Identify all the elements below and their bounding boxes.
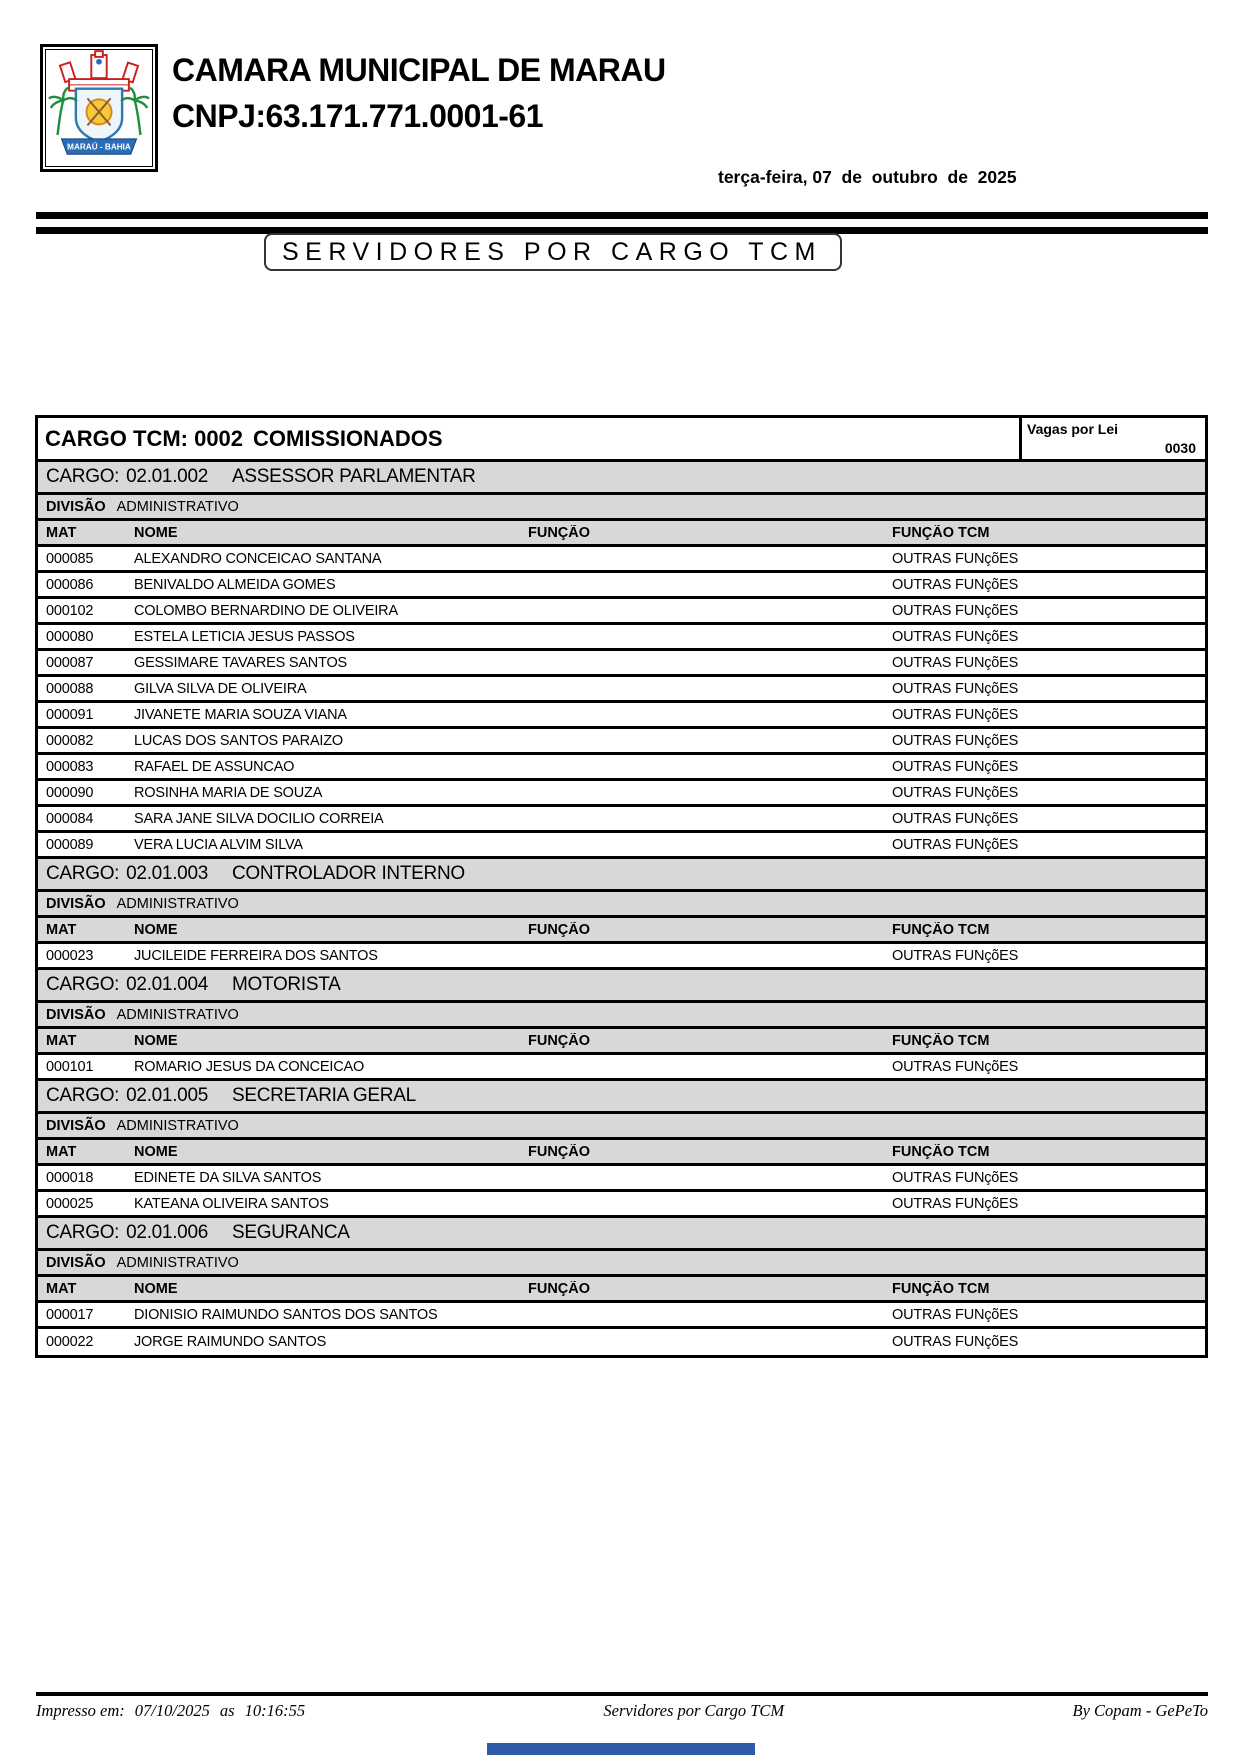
cell-funcao-tcm: OUTRAS FUNçõES	[892, 836, 1019, 853]
cell-nome: VERA LUCIA ALVIM SILVA	[134, 836, 303, 853]
table-row	[38, 944, 1205, 970]
cell-mat: 000084	[46, 810, 94, 827]
column-headers-row	[38, 1029, 1205, 1055]
table-row	[38, 599, 1205, 625]
cell-funcao-tcm: OUTRAS FUNçõES	[892, 654, 1019, 671]
cell-funcao-tcm: OUTRAS FUNçõES	[892, 628, 1019, 645]
header-rule-top	[36, 212, 1208, 219]
cell-nome: BENIVALDO ALMEIDA GOMES	[134, 576, 336, 593]
col-header-mat: MAT	[46, 921, 77, 938]
cell-nome: GESSIMARE TAVARES SANTOS	[134, 654, 348, 671]
col-header-nome: NOME	[134, 1032, 178, 1049]
as-label: as	[219, 1701, 235, 1720]
cargo-code: 02.01.005	[126, 1085, 208, 1106]
col-header-funcao-tcm: FUNÇÃO TCM	[892, 524, 990, 541]
cell-mat: 000018	[46, 1169, 94, 1186]
col-header-mat: MAT	[46, 1143, 77, 1160]
footer-report-name: Servidores por Cargo TCM	[603, 1701, 785, 1720]
cell-mat: 000102	[46, 602, 94, 619]
cell-nome: SARA JANE SILVA DOCILIO CORREIA	[134, 810, 384, 827]
column-headers-row	[38, 1140, 1205, 1166]
cargo-code: 02.01.003	[126, 863, 208, 884]
cell-mat: 000085	[46, 550, 94, 567]
cell-mat: 000082	[46, 732, 94, 749]
footer-printed-at	[36, 1701, 315, 1721]
cell-mat: 000083	[46, 758, 94, 775]
divisao-value: ADMINISTRATIVO	[116, 1006, 239, 1023]
cargo-label: CARGO:	[46, 974, 120, 995]
impresso-date: 07/10/2025	[134, 1701, 210, 1720]
col-header-funcao: FUNÇÃO	[528, 1032, 591, 1049]
cell-nome: EDINETE DA SILVA SANTOS	[134, 1169, 322, 1186]
table-row	[38, 677, 1205, 703]
col-header-funcao-tcm: FUNÇÃO TCM	[892, 1032, 990, 1049]
report-title: SERVIDORES POR CARGO TCM	[282, 237, 822, 266]
cell-mat: 000017	[46, 1306, 94, 1323]
divisao-row	[38, 1251, 1205, 1277]
footer-rule	[36, 1692, 1208, 1696]
cell-funcao-tcm: OUTRAS FUNçõES	[892, 602, 1019, 619]
divisao-value: ADMINISTRATIVO	[116, 895, 239, 912]
cargo-label: CARGO:	[46, 863, 120, 884]
impresso-label: Impresso em:	[36, 1701, 125, 1720]
cell-funcao-tcm: OUTRAS FUNçõES	[892, 576, 1019, 593]
logo-caption: MARAÚ - BAHIA	[67, 142, 131, 152]
cell-funcao-tcm: OUTRAS FUNçõES	[892, 1306, 1019, 1323]
table-row	[38, 781, 1205, 807]
cell-funcao-tcm: OUTRAS FUNçõES	[892, 947, 1019, 964]
column-headers-row	[38, 521, 1205, 547]
divisao-row	[38, 1003, 1205, 1029]
vagas-label: Vagas por Lei	[1027, 421, 1119, 437]
cargo-tcm-name: COMISSIONADOS	[253, 425, 443, 451]
divisao-row	[38, 495, 1205, 521]
divisao-label: DIVISÃO	[46, 895, 106, 912]
cargo-name: SEGURANCA	[231, 1222, 350, 1243]
table-row	[38, 573, 1205, 599]
col-header-funcao: FUNÇÃO	[528, 524, 591, 541]
table-row	[38, 1055, 1205, 1081]
cargo-tcm-header-row	[38, 418, 1205, 462]
table-row	[38, 729, 1205, 755]
cell-funcao-tcm: OUTRAS FUNçõES	[892, 1334, 1019, 1350]
cell-nome: LUCAS DOS SANTOS PARAIZO	[134, 732, 343, 749]
divisao-value: ADMINISTRATIVO	[116, 1254, 239, 1271]
vagas-por-lei-cell	[1022, 418, 1205, 459]
table-row	[38, 625, 1205, 651]
cell-funcao-tcm: OUTRAS FUNçõES	[892, 550, 1019, 567]
divisao-label: DIVISÃO	[46, 1006, 106, 1023]
cell-mat: 000091	[46, 706, 94, 723]
cell-nome: COLOMBO BERNARDINO DE OLIVEIRA	[134, 602, 398, 619]
cargo-label: CARGO:	[46, 1222, 120, 1243]
cell-funcao-tcm: OUTRAS FUNçõES	[892, 784, 1019, 801]
table-row	[38, 1303, 1205, 1329]
divisao-label: DIVISÃO	[46, 1254, 106, 1271]
col-header-funcao-tcm: FUNÇÃO TCM	[892, 1280, 990, 1297]
impresso-time: 10:16:55	[244, 1701, 306, 1720]
col-header-nome: NOME	[134, 524, 178, 541]
cell-nome: JUCILEIDE FERREIRA DOS SANTOS	[134, 947, 378, 964]
cargo-section-row	[38, 462, 1205, 495]
col-header-funcao: FUNÇÃO	[528, 1143, 591, 1160]
cell-nome: ESTELA LETICIA JESUS PASSOS	[134, 628, 355, 645]
cell-mat: 000086	[46, 576, 94, 593]
divisao-row	[38, 1114, 1205, 1140]
col-header-funcao-tcm: FUNÇÃO TCM	[892, 921, 990, 938]
cell-nome: KATEANA OLIVEIRA SANTOS	[134, 1195, 329, 1212]
municipal-coat-of-arms-logo	[40, 44, 158, 172]
table-row	[38, 755, 1205, 781]
cell-funcao-tcm: OUTRAS FUNçõES	[892, 1169, 1019, 1186]
table-row	[38, 547, 1205, 573]
divisao-label: DIVISÃO	[46, 1117, 106, 1134]
vagas-value: 0030	[1164, 440, 1196, 456]
cargo-code: 02.01.004	[126, 974, 208, 995]
table-row	[38, 1329, 1205, 1355]
cell-mat: 000023	[46, 947, 94, 964]
table-row	[38, 807, 1205, 833]
print-date: terça-feira, 07 de outubro de 2025	[718, 167, 1017, 187]
org-cnpj: CNPJ:63.171.771.0001-61	[172, 98, 543, 134]
col-header-nome: NOME	[134, 1280, 178, 1297]
cell-funcao-tcm: OUTRAS FUNçõES	[892, 706, 1019, 723]
table-row	[38, 833, 1205, 859]
cell-funcao-tcm: OUTRAS FUNçõES	[892, 1058, 1019, 1075]
table-row	[38, 1166, 1205, 1192]
report-title-box	[264, 233, 842, 271]
column-headers-row	[38, 918, 1205, 944]
cell-nome: GILVA SILVA DE OLIVEIRA	[134, 680, 307, 697]
cell-nome: JORGE RAIMUNDO SANTOS	[134, 1334, 327, 1350]
table-row	[38, 651, 1205, 677]
cell-nome: JIVANETE MARIA SOUZA VIANA	[134, 706, 347, 723]
coat-of-arms-icon	[45, 49, 153, 167]
table-row	[38, 703, 1205, 729]
cargo-section-row	[38, 970, 1205, 1003]
cell-mat: 000090	[46, 784, 94, 801]
divisao-label: DIVISÃO	[46, 498, 106, 515]
column-headers-row	[38, 1277, 1205, 1303]
cell-funcao-tcm: OUTRAS FUNçõES	[892, 680, 1019, 697]
col-header-mat: MAT	[46, 524, 77, 541]
cell-nome: ROMARIO JESUS DA CONCEICAO	[134, 1058, 365, 1075]
cell-funcao-tcm: OUTRAS FUNçõES	[892, 758, 1019, 775]
cell-mat: 000025	[46, 1195, 94, 1212]
col-header-nome: NOME	[134, 1143, 178, 1160]
col-header-funcao-tcm: FUNÇÃO TCM	[892, 1143, 990, 1160]
cell-mat: 000022	[46, 1334, 94, 1350]
cell-mat: 000101	[46, 1058, 94, 1075]
cell-mat: 000080	[46, 628, 94, 645]
cell-mat: 000089	[46, 836, 94, 853]
cell-funcao-tcm: OUTRAS FUNçõES	[892, 810, 1019, 827]
cell-nome: RAFAEL DE ASSUNCAO	[134, 758, 295, 775]
cargo-section-row	[38, 859, 1205, 892]
cell-mat: 000088	[46, 680, 94, 697]
cargo-name: ASSESSOR PARLAMENTAR	[231, 466, 476, 487]
cargo-code: 02.01.006	[126, 1222, 208, 1243]
col-header-funcao: FUNÇÃO	[528, 921, 591, 938]
cell-nome: DIONISIO RAIMUNDO SANTOS DOS SANTOS	[134, 1306, 438, 1323]
org-name: CAMARA MUNICIPAL DE MARAU	[172, 52, 666, 88]
cargo-code: 02.01.002	[126, 466, 208, 487]
cargo-section-row	[38, 1081, 1205, 1114]
col-header-mat: MAT	[46, 1032, 77, 1049]
servidores-table	[35, 415, 1208, 1358]
cargo-tcm-label: CARGO TCM: 0002	[45, 425, 244, 451]
table-row	[38, 1192, 1205, 1218]
col-header-funcao: FUNÇÃO	[528, 1280, 591, 1297]
divisao-value: ADMINISTRATIVO	[116, 498, 239, 515]
cargo-name: CONTROLADOR INTERNO	[231, 863, 465, 884]
cargo-label: CARGO:	[46, 466, 120, 487]
cargo-label: CARGO:	[46, 1085, 120, 1106]
cell-mat: 000087	[46, 654, 94, 671]
divisao-row	[38, 892, 1205, 918]
bottom-blue-bar	[487, 1743, 755, 1755]
divisao-value: ADMINISTRATIVO	[116, 1117, 239, 1134]
cargo-section-row	[38, 1218, 1205, 1251]
footer	[36, 1701, 1208, 1721]
cell-nome: ROSINHA MARIA DE SOUZA	[134, 784, 323, 801]
col-header-mat: MAT	[46, 1280, 77, 1297]
cargo-tcm-title-cell	[38, 418, 1022, 459]
cargo-name: SECRETARIA GERAL	[231, 1085, 416, 1106]
cargo-name: MOTORISTA	[231, 974, 341, 995]
footer-credit: By Copam - GePeTo	[1072, 1701, 1208, 1720]
col-header-nome: NOME	[134, 921, 178, 938]
cell-funcao-tcm: OUTRAS FUNçõES	[892, 1195, 1019, 1212]
cell-funcao-tcm: OUTRAS FUNçõES	[892, 732, 1019, 749]
cell-nome: ALEXANDRO CONCEICAO SANTANA	[134, 550, 382, 567]
